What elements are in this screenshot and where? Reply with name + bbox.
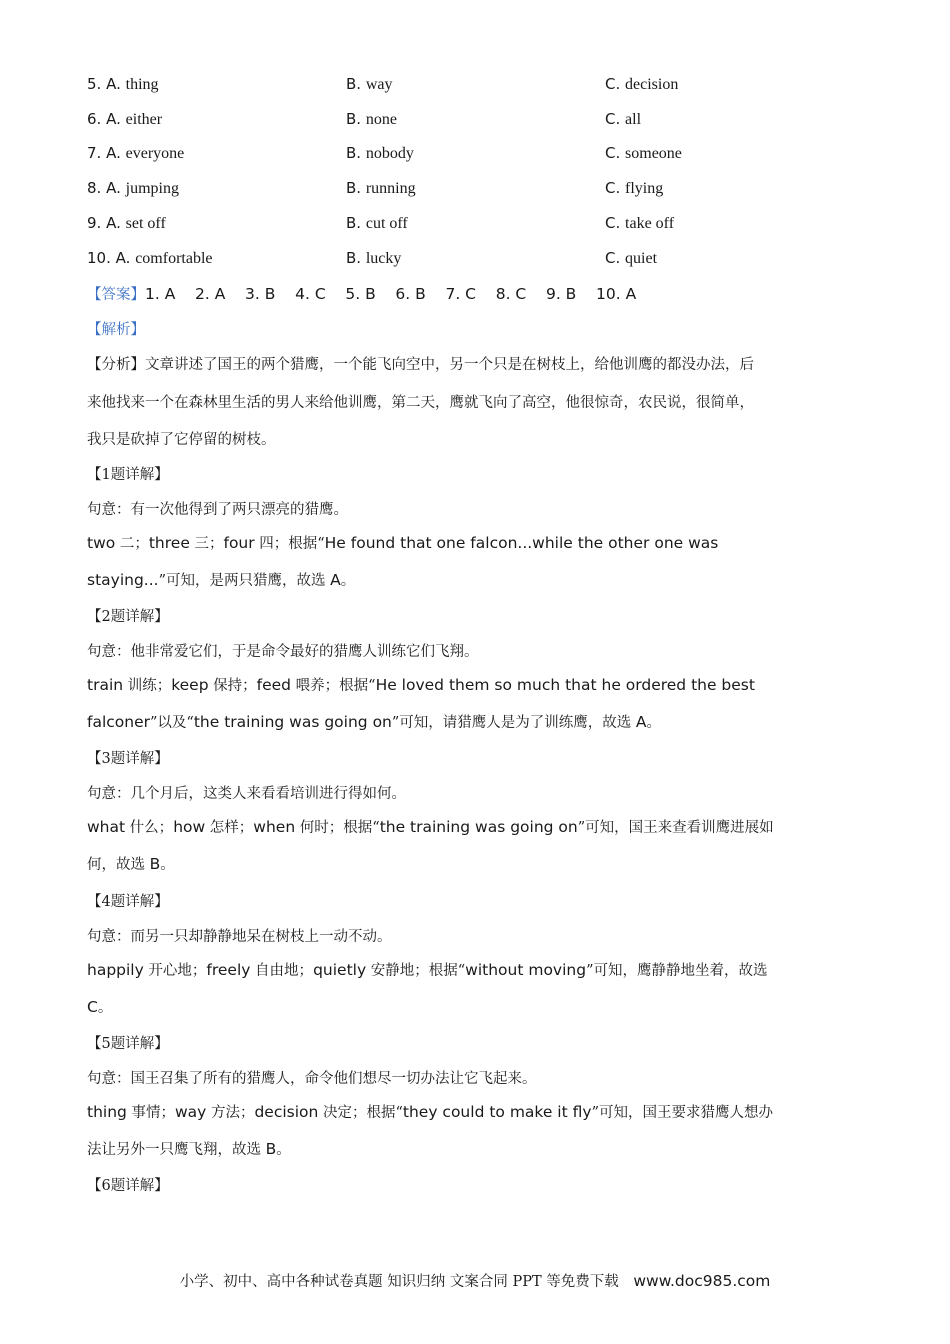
chinese-segment: 事情； [126, 1105, 175, 1121]
english-segment: thing [87, 1103, 127, 1121]
detail-explain-1-2 [87, 569, 867, 592]
option-a [87, 75, 159, 94]
option-b [346, 179, 416, 198]
chinese-segment: 怎样； [205, 820, 254, 836]
option-letter: A. [106, 75, 121, 93]
english-segment: He loved them so much that he ordered the best [375, 676, 755, 694]
option-letter: B. [346, 75, 362, 93]
option-letter: C. [605, 179, 621, 197]
detail-meaning-text: 句意：国王召集了所有的猎鹰人，命令他们想尽一切办法让它飞起来。 [87, 1071, 537, 1087]
question-number: 9. [87, 214, 102, 232]
english-segment: falconer [87, 713, 150, 731]
question-number: 6. [87, 110, 102, 128]
option-text: way [365, 76, 393, 93]
english-segment: four [223, 534, 255, 552]
question-number: 8. [87, 179, 102, 197]
chinese-segment: 。 [340, 573, 356, 589]
question-number: 7. [87, 144, 102, 162]
option-row [87, 110, 867, 136]
english-segment: quietly [313, 961, 367, 979]
chinese-segment: ”可知，鹰静静地坐着，故选 [586, 963, 768, 979]
english-segment: A [635, 713, 647, 731]
option-text: jumping [125, 180, 179, 197]
option-text: cut off [365, 215, 408, 232]
english-segment: the training was going on [379, 818, 578, 836]
option-a [87, 214, 166, 233]
english-segment: A [330, 571, 341, 589]
option-c [605, 179, 663, 198]
option-letter: C. [605, 75, 621, 93]
option-b [346, 75, 393, 94]
option-row [87, 214, 867, 240]
chinese-segment: 决定；根据“ [318, 1105, 403, 1121]
analysis-line-1 [87, 353, 867, 376]
detail-explain-4-2 [87, 996, 867, 1019]
english-segment: the training was going on [193, 713, 392, 731]
option-c [605, 144, 682, 163]
option-row [87, 249, 867, 275]
english-segment: feed [256, 676, 292, 694]
footer-text: 小学、初中、高中各种试卷真题 知识归纳 文案合同 PPT 等免费下载 [179, 1274, 619, 1290]
option-b [346, 110, 397, 129]
detail-explain-2-2 [87, 711, 867, 734]
chinese-segment: ”可知，是两只猎鹰，故选 [158, 573, 331, 589]
option-a [87, 144, 184, 163]
option-a [87, 249, 212, 268]
detail-title-4 [87, 890, 867, 913]
chinese-segment: 何，故选 [87, 857, 150, 873]
detail-meaning-text: 句意：几个月后，这类人来看看培训进行得如何。 [87, 786, 406, 802]
option-letter: B. [346, 144, 362, 162]
answer-label: 【答案】 [87, 287, 145, 303]
option-text: running [365, 180, 416, 197]
option-a [87, 179, 179, 198]
chinese-segment: ”可知，国王来查看训鹰进展如 [577, 820, 774, 836]
chinese-segment: 。 [97, 1000, 113, 1016]
analysis-text-2: 来他找来一个在森林里生活的男人来给他训鹰，第二天，鹰就飞向了高空，他很惊奇，农民说，很简单， [87, 395, 754, 411]
chinese-segment: 开心地； [143, 963, 207, 979]
option-letter: B. [346, 179, 362, 197]
english-segment: decision [254, 1103, 319, 1121]
option-letter: A. [106, 214, 121, 232]
chinese-segment: 。 [276, 1142, 291, 1158]
detail-meaning-2 [87, 640, 867, 663]
option-letter: C. [605, 144, 621, 162]
option-text: set off [125, 215, 166, 232]
chinese-segment: 喂养；根据“ [291, 678, 376, 694]
detail-explain-3-1 [87, 816, 867, 839]
chinese-segment: 何时；根据“ [295, 820, 380, 836]
chinese-segment: 保持； [208, 678, 257, 694]
chinese-segment: 安静地；根据“ [366, 963, 466, 979]
english-segment: train [87, 676, 124, 694]
answer-text: 1. A 2. A 3. B 4. C 5. B 6. B 7. C 8. C 9. B 10. A [145, 285, 637, 303]
analysis-line-3 [87, 428, 867, 451]
english-segment: what [87, 818, 126, 836]
option-text: comfortable [135, 250, 213, 267]
option-text: flying [625, 180, 664, 197]
detail-title-text: 【2题详解】 [87, 609, 169, 625]
option-letter: C. [605, 110, 621, 128]
option-text: take off [625, 215, 675, 232]
question-number: 5. [87, 75, 102, 93]
chinese-segment: 什么； [125, 820, 174, 836]
analysis-text-1: 文章讲述了国王的两个猎鹰，一个能飞向空中，另一个只是在树枝上，给他训鹰的都没办法，后 [145, 357, 754, 373]
option-row [87, 144, 867, 170]
english-segment: He found that one falcon...while the other one was [324, 534, 719, 552]
english-segment: two [87, 534, 116, 552]
detail-title-5 [87, 1032, 867, 1055]
detail-explain-2-1 [87, 674, 867, 697]
analysis-sub-label: 【分析】 [87, 357, 145, 373]
detail-title-1 [87, 463, 867, 486]
option-text: lucky [365, 250, 402, 267]
english-segment: three [148, 534, 190, 552]
option-text: quiet [625, 250, 658, 267]
option-text: someone [625, 145, 682, 162]
english-segment: without moving [465, 961, 587, 979]
option-text: everyone [125, 145, 185, 162]
option-b [346, 214, 408, 233]
option-letter: B. [346, 249, 362, 267]
chinese-segment: 二； [115, 536, 149, 552]
english-segment: freely [206, 961, 251, 979]
chinese-segment: 。 [646, 715, 662, 731]
detail-explain-5-2 [87, 1138, 867, 1161]
analysis-text-3: 我只是砍掉了它停留的树枝。 [87, 432, 276, 448]
option-text: all [625, 111, 642, 128]
option-letter: C. [605, 214, 621, 232]
chinese-segment: 四；根据“ [254, 536, 325, 552]
english-segment: happily [87, 961, 144, 979]
analysis-line-2 [87, 391, 867, 414]
detail-meaning-1 [87, 498, 867, 521]
detail-title-text: 【4题详解】 [87, 894, 169, 910]
english-segment: way [174, 1103, 207, 1121]
chinese-segment: 自由地； [250, 963, 314, 979]
chinese-segment: 三； [189, 536, 224, 552]
option-letter: B. [346, 110, 362, 128]
english-segment: when [253, 818, 296, 836]
detail-title-2 [87, 605, 867, 628]
option-c [605, 75, 678, 94]
chinese-segment: 方法； [206, 1105, 255, 1121]
detail-explain-3-2 [87, 853, 867, 876]
english-segment: staying... [87, 571, 159, 589]
option-text: nobody [365, 145, 414, 162]
option-a [87, 110, 162, 129]
detail-title-text: 【3题详解】 [87, 751, 169, 767]
option-text: thing [125, 76, 159, 93]
option-letter: A. [106, 110, 121, 128]
chinese-segment: ”可知，请猎鹰人是为了训练鹰，故选 [391, 715, 636, 731]
question-number: 10. [87, 249, 111, 267]
detail-meaning-text: 句意：有一次他得到了两只漂亮的猎鹰。 [87, 502, 348, 518]
page-footer [0, 1270, 950, 1291]
option-letter: C. [605, 249, 621, 267]
english-segment: how [173, 818, 206, 836]
option-text: none [365, 111, 397, 128]
detail-explain-4-1 [87, 959, 867, 982]
detail-title-text: 【1题详解】 [87, 467, 169, 483]
option-letter: A. [106, 144, 121, 162]
english-segment: they could to make it fly [402, 1103, 592, 1121]
option-c [605, 110, 641, 129]
detail-title-6 [87, 1174, 867, 1197]
detail-meaning-5 [87, 1067, 867, 1090]
option-text: either [125, 111, 163, 128]
detail-title-text: 【5题详解】 [87, 1036, 169, 1052]
option-row [87, 75, 867, 101]
detail-explain-1-1 [87, 532, 867, 555]
chinese-segment: 法让另外一只鹰飞翔，故选 [87, 1142, 266, 1158]
detail-meaning-text: 句意：而另一只却静静地呆在树枝上一动不动。 [87, 929, 392, 945]
option-b [346, 249, 401, 268]
chinese-segment: 。 [160, 857, 175, 873]
detail-title-3 [87, 747, 867, 770]
footer-url[interactable]: www.doc985.com [633, 1272, 771, 1290]
option-letter: A. [106, 179, 121, 197]
option-letter: A. [115, 249, 131, 267]
detail-meaning-3 [87, 782, 867, 805]
english-segment: keep [171, 676, 209, 694]
option-text: decision [625, 76, 679, 93]
option-b [346, 144, 414, 163]
chinese-segment: ”以及“ [150, 715, 194, 731]
analysis-label: 【解析】 [87, 322, 145, 338]
chinese-segment: ”可知，国王要求猎鹰人想办 [591, 1105, 773, 1121]
detail-meaning-text: 句意：他非常爱它们，于是命令最好的猎鹰人训练它们飞翔。 [87, 644, 479, 660]
detail-meaning-4 [87, 925, 867, 948]
english-segment: C [87, 998, 98, 1016]
analysis-heading [87, 318, 867, 341]
english-segment: B [149, 855, 161, 873]
answer-line [87, 283, 867, 306]
detail-title-text: 【6题详解】 [87, 1178, 169, 1194]
option-row [87, 179, 867, 205]
chinese-segment: 训练； [123, 678, 172, 694]
detail-explain-5-1 [87, 1101, 867, 1124]
option-c [605, 249, 657, 268]
option-c [605, 214, 674, 233]
english-segment: B [265, 1140, 277, 1158]
option-letter: B. [346, 214, 362, 232]
